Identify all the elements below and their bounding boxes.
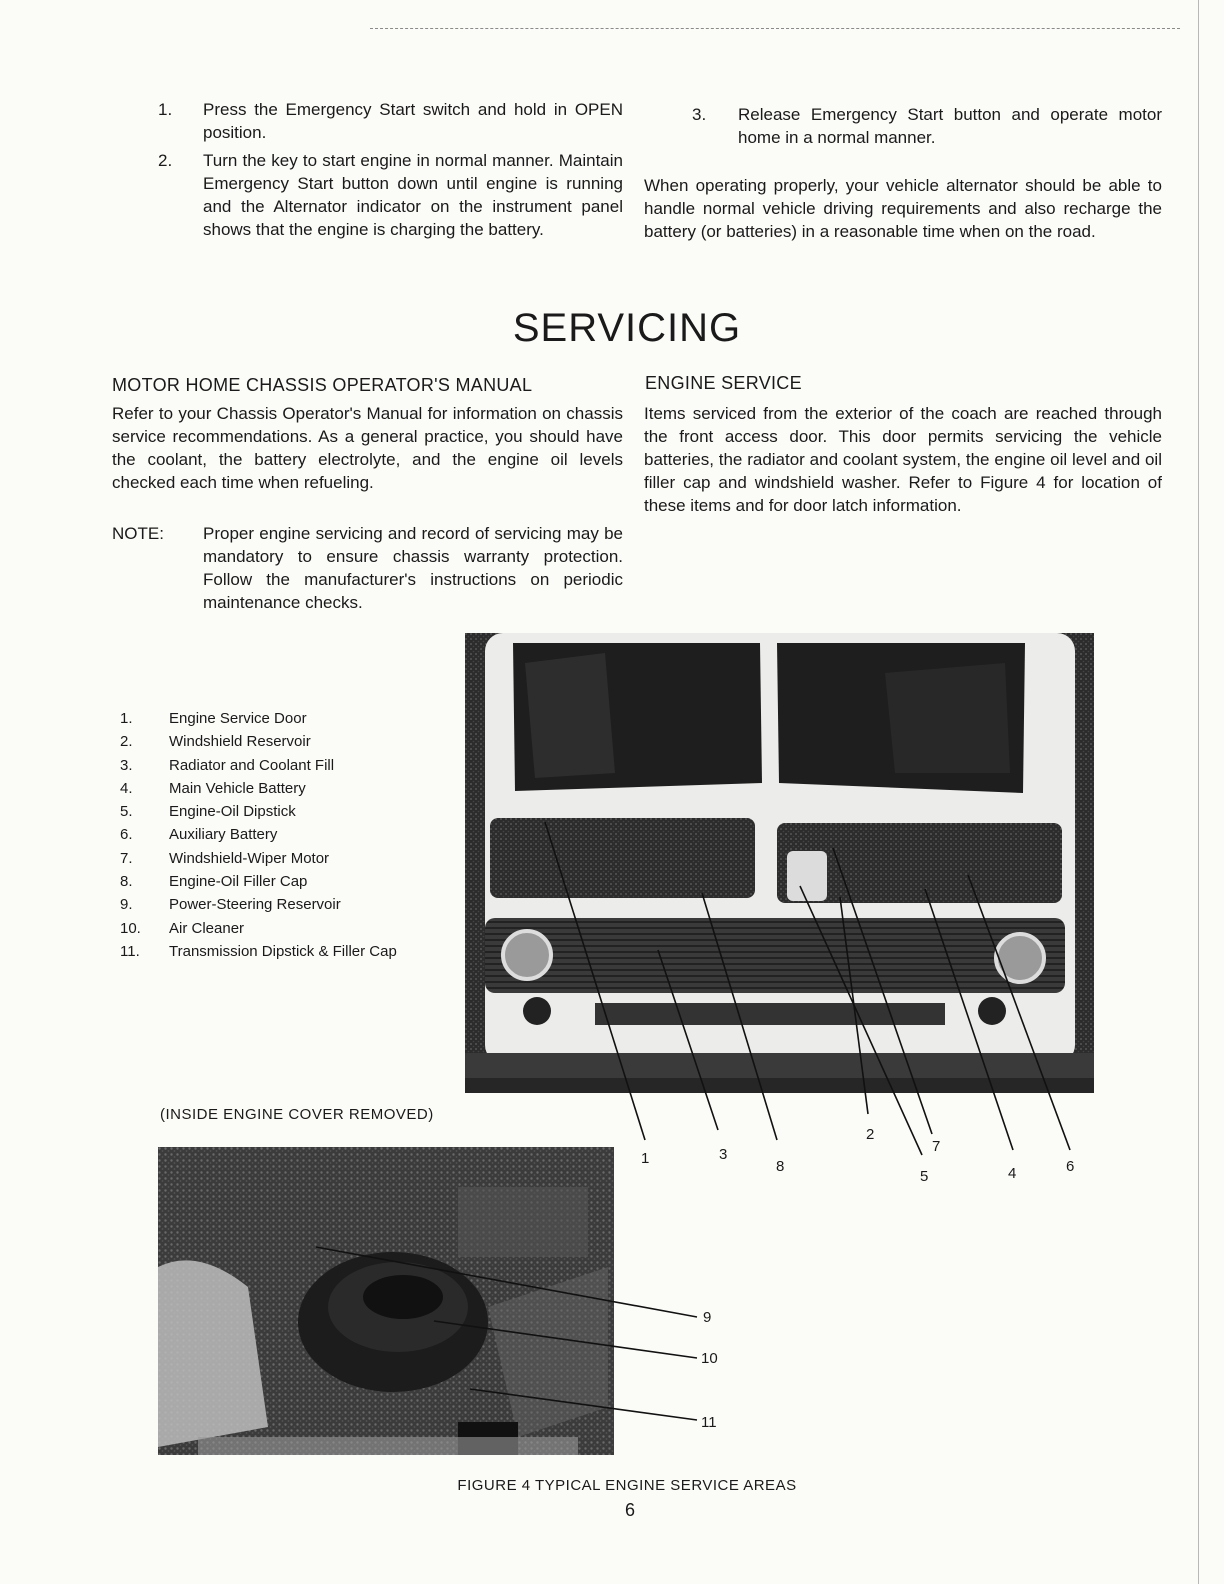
legend-label: Air Cleaner	[169, 919, 245, 937]
legend-number: 6.	[120, 826, 133, 844]
page-title: SERVICING	[512, 306, 742, 350]
callout-2: 2	[866, 1126, 875, 1143]
alternator-paragraph: When operating properly, your vehicle alternator should be able to handle normal vehicle driving requirements and also recharge the battery (or batteries) in a reasonable time when on the road.	[644, 176, 1162, 241]
callout-8: 8	[776, 1158, 785, 1175]
legend-number: 2.	[120, 733, 133, 751]
step-3-text: Release Emergency Start button and operate motor home in a normal manner.	[738, 105, 1162, 147]
callout-3: 3	[719, 1146, 728, 1163]
callout-1: 1	[641, 1150, 650, 1167]
legend-label: Engine-Oil Filler Cap	[169, 873, 308, 891]
legend-number: 7.	[120, 849, 133, 867]
step-2-number: 2.	[158, 151, 173, 170]
legend-number: 11.	[120, 942, 140, 960]
callout-11: 11	[701, 1414, 717, 1431]
step-1-text: Press the Emergency Start switch and hold in OPEN position.	[203, 100, 623, 142]
legend-label: Windshield Reservoir	[169, 733, 311, 751]
legend-label: Windshield-Wiper Motor	[169, 849, 330, 867]
step-2-text: Turn the key to start engine in normal manner. Maintain Emergency Start button down until engine is running and the Alternator indicator on the instrument panel shows that the engine is charging the battery.	[203, 151, 623, 239]
legend-label: Main Vehicle Battery	[169, 779, 306, 797]
callout-7: 7	[932, 1138, 941, 1155]
legend-label: Auxiliary Battery	[169, 826, 278, 844]
callout-10: 10	[701, 1350, 718, 1367]
callout-5: 5	[920, 1168, 929, 1185]
leader-11	[470, 1389, 697, 1420]
note-text: Proper engine servicing and record of servicing may be mandatory to ensure chassis warranty protection. Follow the manufacturer's instructions on periodic maintenance checks.	[203, 524, 623, 612]
legend-number: 4.	[120, 779, 133, 797]
leader-10	[434, 1321, 697, 1358]
leader-9	[316, 1247, 697, 1317]
callout-6: 6	[1066, 1158, 1075, 1175]
callout-4: 4	[1008, 1165, 1017, 1182]
legend-number: 9.	[120, 896, 133, 914]
legend-label: Power-Steering Reservoir	[169, 896, 341, 914]
legend-number: 3.	[120, 756, 133, 774]
legend-label: Engine Service Door	[169, 710, 307, 727]
manual-heading: MOTOR HOME CHASSIS OPERATOR'S MANUAL	[112, 375, 533, 395]
callout-9: 9	[703, 1309, 712, 1326]
legend-label: Radiator and Coolant Fill	[169, 756, 335, 774]
step-3-number: 3.	[692, 105, 707, 124]
legend-number: 8.	[120, 873, 133, 891]
legend-number: 1.	[120, 710, 133, 727]
legend-label: Engine-Oil Dipstick	[169, 803, 296, 821]
legend-label: Transmission Dipstick & Filler Cap	[169, 942, 397, 960]
manual-paragraph: Refer to your Chassis Operator's Manual for information on chassis service recommendations. As a general practice, you should have the coolant, the battery electrolyte, and the engine oil levels checked each time when refueling.	[112, 404, 623, 492]
legend-number: 5.	[120, 803, 133, 821]
step-1-number: 1.	[158, 100, 173, 119]
note-label: NOTE:	[112, 524, 164, 543]
figure-caption: FIGURE 4 TYPICAL ENGINE SERVICE AREAS	[457, 1477, 797, 1494]
engine-service-heading: ENGINE SERVICE	[645, 373, 802, 393]
engine-service-paragraph: Items serviced from the exterior of the coach are reached through the front access door. This door permits servicing the vehicle batteries, the radiator and coolant system, the engine oil level and oil filler cap and windshield washer. Refer to Figure 4 for location of these items and for door latch information.	[644, 404, 1162, 515]
page-number: 6	[624, 1500, 635, 1520]
legend-number: 10.	[120, 919, 141, 937]
inside-engine-caption: (INSIDE ENGINE COVER REMOVED)	[160, 1106, 434, 1123]
